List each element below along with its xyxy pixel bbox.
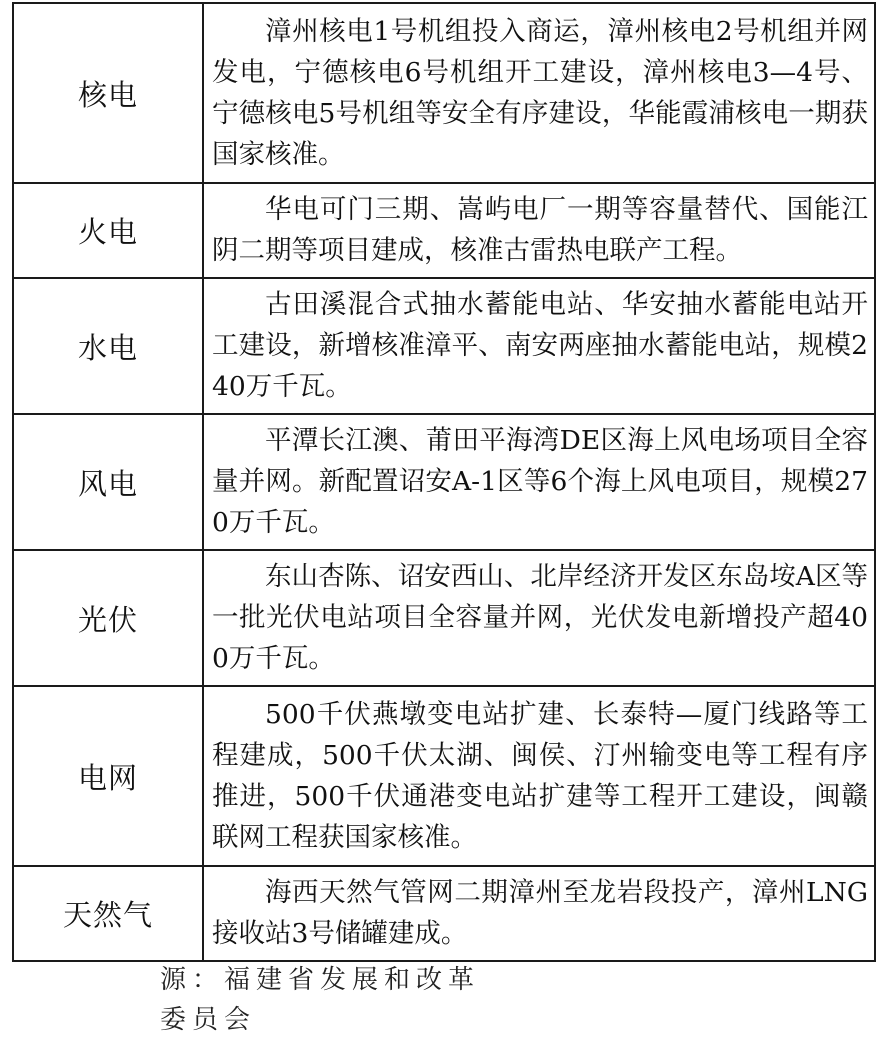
- description-cell: 500千伏燕墩变电站扩建、长泰特—厦门线路等工程建成，500千伏太湖、闽侯、汀州输变电等工程有序推进，500千伏通港变电站扩建等工程开工建设，闽赣联网工程获国家核准。: [203, 686, 875, 866]
- category-cell: 天然气: [13, 866, 203, 961]
- table-row: [13, 550, 875, 686]
- category-cell: 光伏: [13, 550, 203, 686]
- table-row: [13, 866, 875, 961]
- table-row: [13, 414, 875, 550]
- description-cell: 漳州核电1号机组投入商运，漳州核电2号机组并网发电，宁德核电6号机组开工建设，漳州核电3—4号、宁德核电5号机组等安全有序建设，华能霞浦核电一期获国家核准。: [203, 3, 875, 183]
- category-cell: 核电: [13, 3, 203, 183]
- description-cell: 东山杏陈、诏安西山、北岸经济开发区东岛垵A区等一批光伏电站项目全容量并网，光伏发电新增投产超400万千瓦。: [203, 550, 875, 686]
- category-cell: 火电: [13, 183, 203, 278]
- source-note-fragment: 源：福建省发展和改革委员会: [160, 965, 481, 1035]
- category-cell: 风电: [13, 414, 203, 550]
- description-cell: 古田溪混合式抽水蓄能电站、华安抽水蓄能电站开工建设，新增核准漳平、南安两座抽水蓄能电站，规模240万千瓦。: [203, 278, 875, 414]
- description-cell: 华电可门三期、嵩屿电厂一期等容量替代、国能江阴二期等项目建成，核准古雷热电联产工程。: [203, 183, 875, 278]
- energy-projects-table: [12, 2, 876, 962]
- table-row: [13, 183, 875, 278]
- description-cell: 海西天然气管网二期漳州至龙岩段投产，漳州LNG接收站3号储罐建成。: [203, 866, 875, 961]
- category-cell: 电网: [13, 686, 203, 866]
- table-row: [13, 278, 875, 414]
- table-row: [13, 3, 875, 183]
- description-cell: 平潭长江澳、莆田平海湾DE区海上风电场项目全容量并网。新配置诏安A-1区等6个海上风电项目，规模270万千瓦。: [203, 414, 875, 550]
- table-row: [13, 686, 875, 866]
- category-cell: 水电: [13, 278, 203, 414]
